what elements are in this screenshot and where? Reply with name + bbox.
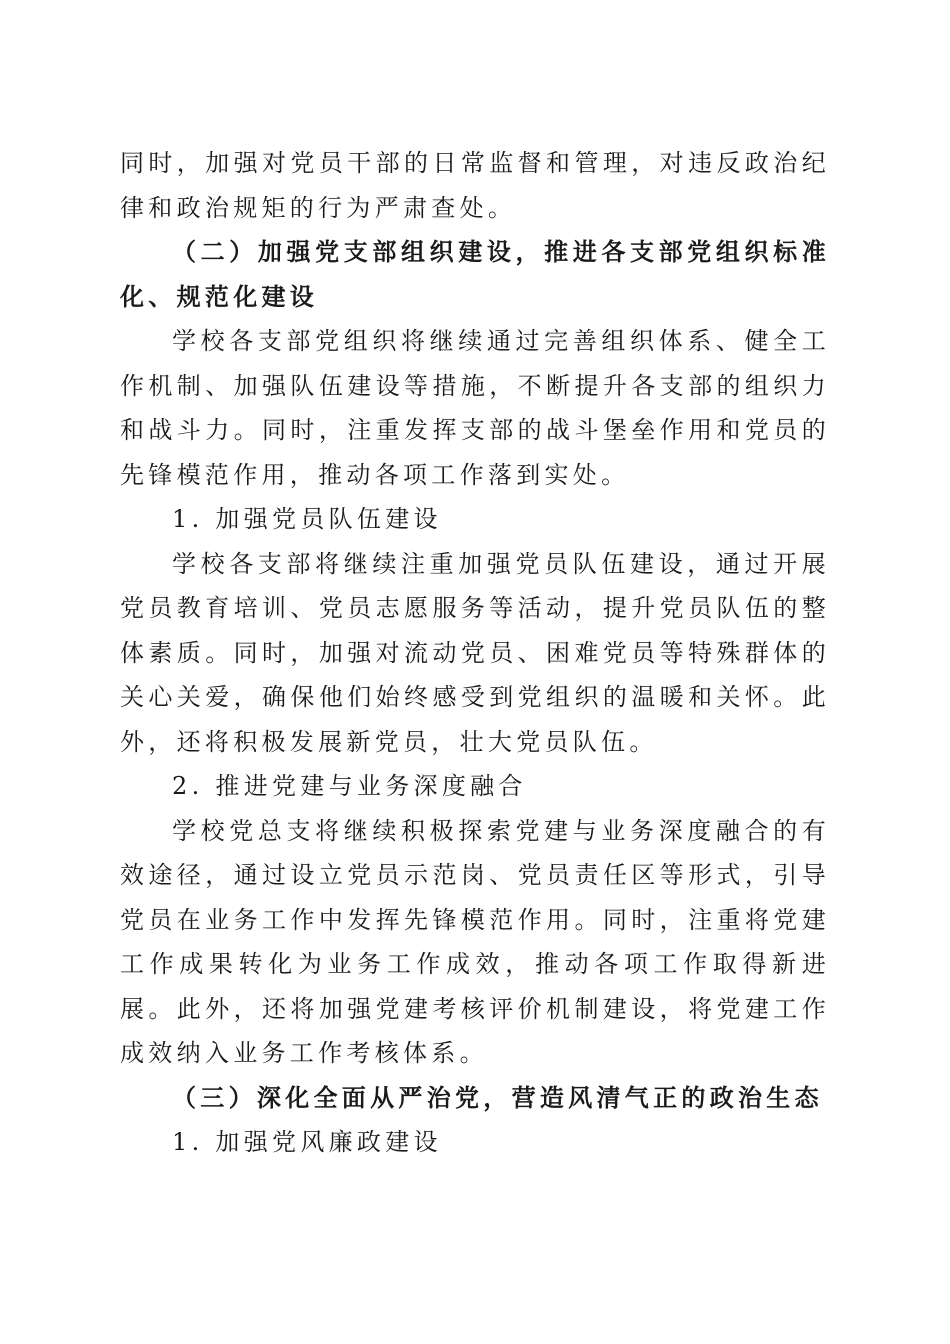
section-heading-3: （三）深化全面从严治党，营造风清气正的政治生态 <box>172 1082 823 1112</box>
subheading-clean-governance: 1. 加强党风廉政建设 <box>172 1128 442 1156</box>
paragraph-party-business-integration: 学校党总支将继续积极探索党建与业务深度融合的有效途径，通过设立党员示范岗、党员责任区等形式，引导党员在业务工作中发挥先锋模范作用。同时，注重将党建工作成果转化为业务工作成效，推动各项工作取得新进展。此外，还将加强党建考核评价机制建设，将党建工作成效纳入业务工作考核体系。 <box>120 816 830 1067</box>
paragraph-branch-organization: 学校各支部党组织将继续通过完善组织体系、健全工作机制、加强队伍建设等措施，不断提升各支部的组织力和战斗力。同时，注重发挥支部的战斗堡垒作用和党员的先锋模范作用，推动各项工作落到实处。 <box>120 327 830 489</box>
paragraph-supervision: 同时，加强对党员干部的日常监督和管理，对违反政治纪律和政治规矩的行为严肃查处。 <box>120 149 830 222</box>
section-heading-2: （二）加强党支部组织建设，推进各支部党组织标准化、规范化建设 <box>120 237 830 311</box>
subheading-member-team: 1. 加强党员队伍建设 <box>172 505 442 533</box>
paragraph-member-team: 学校各支部将继续注重加强党员队伍建设，通过开展党员教育培训、党员志愿服务等活动，提升党员队伍的整体素质。同时，加强对流动党员、困难党员等特殊群体的关心关爱，确保他们始终感受到党组织的温暖和关怀。此外，还将积极发展新党员，壮大党员队伍。 <box>120 549 830 756</box>
subheading-party-business-integration: 2. 推进党建与业务深度融合 <box>172 772 527 800</box>
document-body <box>120 141 830 1165</box>
